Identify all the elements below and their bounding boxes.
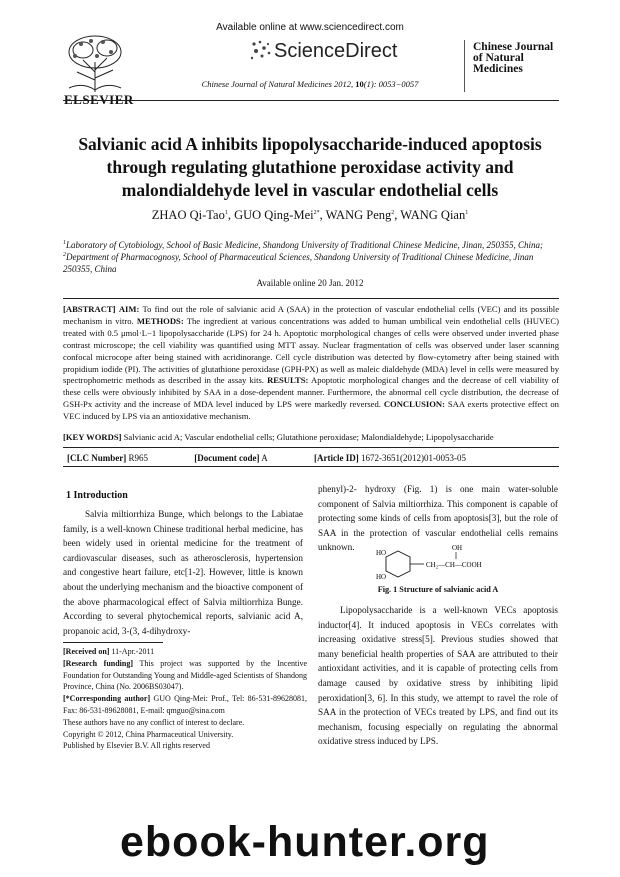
footnote-published: Published by Elsevier B.V. All rights reserved [63, 741, 210, 751]
author-name: GUO Qing-Mei [234, 208, 314, 222]
author-list: ZHAO Qi-Tao$^1$, GUO Qing-Mei$^{2*}$, WANG Peng$^2$, WANG Qian$^1$ [151, 208, 469, 222]
figure-caption: Fig. 1 Structure of salvianic acid A [377, 585, 499, 594]
watermark-text: ebook-hunter.org [120, 818, 490, 866]
journal-name: Chinese Journal of Natural Medicines [473, 41, 554, 75]
affiliation-1: $^1$Laboratory of Cytobiology, School of Basic Medicine, Shandong University of Traditional Chinese Medicine, Jinan, 250355, China; [63, 240, 543, 250]
affiliation-2: $^2$Department of Pharmacognosy, School of Pharmaceutical Sciences, Shandong University of Traditional Chinese Medicine, Jinan 250355, China [63, 252, 534, 274]
header-rule [63, 100, 559, 101]
structure-label-ho-top: HO [376, 549, 387, 557]
abstract-top-rule [63, 298, 559, 299]
footnotes [63, 646, 307, 752]
available-online-link[interactable]: Available online at www.sciencedirect.com [216, 22, 404, 33]
introduction-right-paragraph-1: phenyl)-2- hydroxy (Fig. 1) is one main water-soluble component of Salvia miltiorrhiza. This component is capable of protecting some kinds of cells from apoptosis[3], but the role of SAA in the protection of vascular endothelial cells remains unknown. [318, 484, 558, 553]
author-name: ZHAO Qi-Tao [151, 208, 225, 222]
structure-label-ho-bottom: HO [376, 573, 387, 581]
section-heading-introduction: 1 Introduction [66, 490, 128, 501]
author-name: WANG Peng [325, 208, 392, 222]
footnote-received: [Received on] 11-Apr.-2011 [63, 647, 155, 656]
salvianic-acid-structure-diagram [376, 543, 526, 583]
footnote-rule [63, 642, 163, 643]
keywords: [KEY WORDS] Salvianic acid A; Vascular endothelial cells; Glutathione peroxidase; Malondialdehyde; Lipopolysaccharide [63, 432, 494, 442]
article-title: Salvianic acid A inhibits lipopolysaccharide-induced apoptosis through regulating glutathione peroxidase activity and malondialdehyde level in vascular endothelial cells [78, 134, 542, 200]
publisher-logo-text: ELSEVIER [64, 92, 134, 107]
introduction-left-paragraph: Salvia miltiorrhiza Bunge, which belongs to the Labiatae family, is a well-known Chinese traditional herbal medicine, has been widely used in oriental medicine for the treatment of cardiovascular diseases, such as atherosclerosis, hypertension and congestive heart failure, etc[1-2]. However, little is known about the underlying mechanism and the bioactive component of the above pharmacological effect of Salvia miltiorrhiza Bunge. According to several phytochemical reports, salvianic acid A, propanoic acid, 3-(3, 4-dihydroxy- [63, 509, 303, 636]
classification-rule [63, 466, 559, 467]
structure-label-chain: CH₂—CH—COOH [426, 561, 482, 569]
available-online-date: Available online 20 Jan. 2012 [256, 278, 364, 288]
elsevier-tree-logo [63, 32, 127, 94]
footnote-copyright: Copyright © 2012, China Pharmaceutical University. [63, 729, 234, 739]
author-name: WANG Qian [400, 208, 466, 222]
footnote-conflict: These authors have no any conflict of interest to declare. [63, 717, 245, 727]
journal-citation: Chinese Journal of Natural Medicines 2012, 10(1): 0053−0057 [201, 79, 419, 89]
classification-line: [CLC Number] R965 [Document code] A [Article ID] 1672-3651(2012)01-0053-05 [67, 453, 466, 463]
sciencedirect-logo-text: ScienceDirect [274, 40, 398, 62]
introduction-right-paragraph-2: Lipopolysaccharide is a well-known VECs apoptosis inductor[4]. It induced apoptosis in VECs correlates with increasing oxidative stress[5]. Previous studies showed that many beneficial health properties of SAA are attributed to their antioxidant activities, and it is capable of protecting cells from damage caused by oxidative stress by inhibiting lipid peroxidation[3, 6]. In this study, we attempt to ravel the role of SAA in the protection of VECs treated by LPS, and find out its mechanism, focusing especially on regulating the abnormal oxidative stress induced by LPS. [318, 605, 558, 747]
footnote-funding: [Research funding] This project was supported by the Incentive Foundation for Outstanding Young and Middle-aged Scientists of Shandong Province, China (No. 2006BS03047). [63, 658, 307, 692]
abstract: [ABSTRACT] AIM: To find out the role of salvianic acid A (SAA) in the protection of vascular endothelial cells (VEC) and its possible mechanism in vitro. METHODS: The ingredient at various concentrations was added to human umbilical vein endothelial cells (HUVEC) treated with 0.5 μmol·L−1 lipopolysaccharide (LPS) for 24 h. Apoptotic morphological changes of cells were observed under inverted phase contrast microscope; the cell viability was quantified using MTT assay. Nuclear fragmentation of cells was observed under laser scanning confocal microcope after being stained with acridinorange. Cell cycle distribution was detected by flow-cytometry after being stained with propidium iodide (PI). The activities of glutathione peroxidase (GPH-PX) as well as maleic dialdehyde (MDA) level in cells were measured by spectrophometric methods as described in the assay kits. RESULTS: Apoptotic morphological changes and the decrease of cell viability of these cells were obviously inhibited by SAA in a dose-dependent manner. Furthermore, the abnormal cell cycle distribution, the decrease of GSH-Px activity and the increase of MDA level induced by LPS were markedly reversed. CONCLUSION: SAA exerts protective effect on VEC induced by LPS via an antioxidative mechanism. [63, 304, 560, 422]
footnote-corresponding: [*Corresponding author] GUO Qing-Mei: Prof., Tel: 86-531-89628081, Fax: 86-531-89628081, E-mail: qmguo@sina.com [63, 694, 308, 715]
abstract-bottom-rule [63, 447, 559, 448]
structure-label-oh: OH [452, 544, 463, 552]
